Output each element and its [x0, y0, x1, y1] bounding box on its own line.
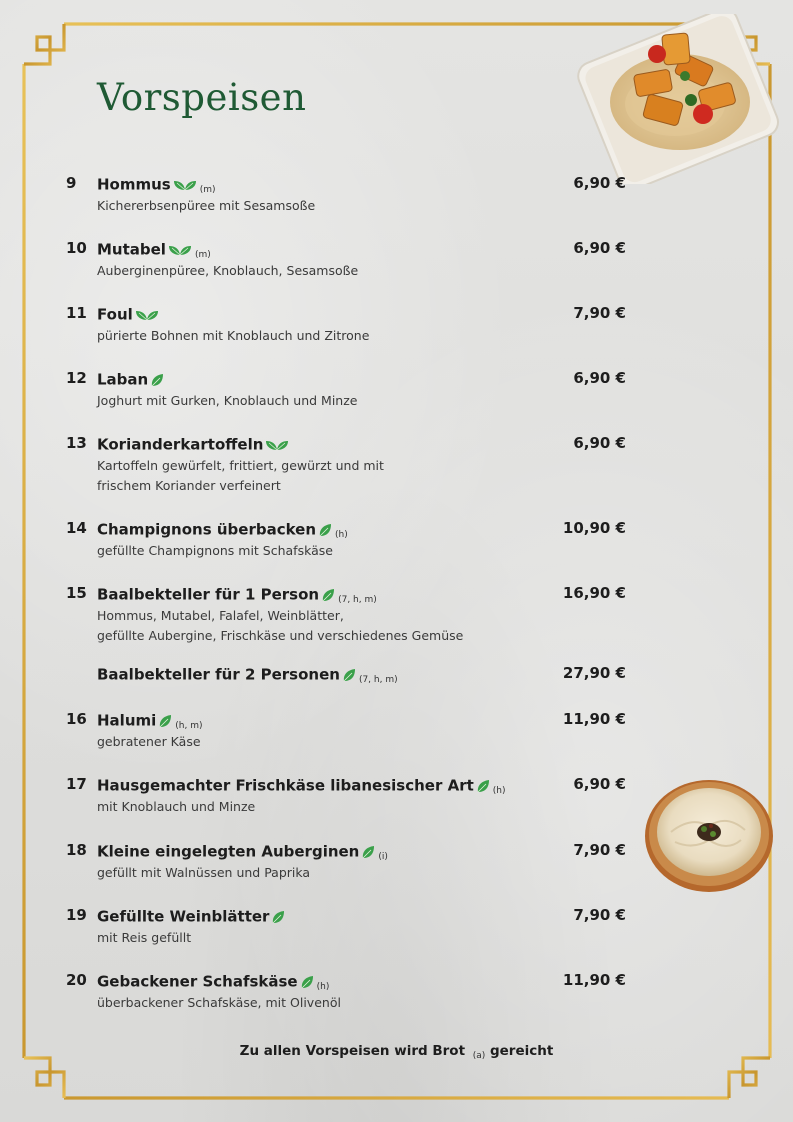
dish-description-line: Auberginenpüree, Knoblauch, Sesamsoße	[97, 263, 359, 278]
dish-description-line: frischem Koriander verfeinert	[97, 478, 281, 493]
labneh-bowl-photo	[641, 776, 779, 896]
dish-description	[97, 606, 463, 646]
dish-number: 9	[66, 174, 77, 192]
leaf-icon	[173, 178, 197, 192]
dish-allergens: (7, h, m)	[358, 675, 398, 685]
dish-name: Baalbekteller für 1 Person	[97, 585, 320, 604]
dish-price: 27,90 €	[562, 664, 626, 682]
dish-name: Mutabel	[97, 240, 166, 259]
dish-number: 18	[66, 841, 87, 859]
dish-name-line	[97, 971, 329, 991]
dish-description-line: mit Knoblauch und Minze	[97, 799, 256, 814]
leaf-icon	[158, 714, 172, 728]
dish-name-line	[97, 775, 506, 795]
dish-allergens: (i)	[378, 852, 388, 862]
dish-number: 19	[66, 906, 87, 924]
dish-description	[97, 928, 191, 948]
dish-allergens: (h)	[492, 786, 506, 796]
dish-price: 11,90 €	[562, 710, 626, 728]
dish-price: 10,90 €	[562, 519, 626, 537]
dish-allergens: (h, m)	[175, 721, 203, 731]
dish-price: 7,90 €	[573, 906, 626, 924]
dish-name: Hommus	[97, 175, 171, 194]
dish-name-line	[97, 434, 289, 454]
dish-number: 14	[66, 519, 87, 537]
dish-name: Gebackener Schafskäse	[97, 972, 298, 991]
dish-allergens: (h)	[335, 530, 348, 540]
leaf-icon	[135, 308, 159, 322]
dish-number: 11	[66, 304, 87, 322]
dish-description-line: Hommus, Mutabel, Falafel, Weinblätter,	[97, 608, 344, 623]
dish-description-line: Joghurt mit Gurken, Knoblauch und Minze	[97, 393, 358, 408]
leaf-icon	[361, 845, 375, 859]
dish-price: 16,90 €	[562, 584, 626, 602]
dish-description-line: gefüllte Aubergine, Frischkäse und verschiedenes Gemüse	[97, 628, 464, 643]
dish-name-line	[97, 174, 216, 194]
dish-name: Champignons überbacken	[97, 520, 317, 539]
dish-price: 11,90 €	[562, 971, 626, 989]
dish-description-line: überbackener Schafskäse, mit Olivenöl	[97, 995, 341, 1010]
dish-allergens: (h)	[316, 982, 330, 992]
dish-name-line	[97, 841, 388, 861]
dish-description-line: gefüllt mit Walnüssen und Paprika	[97, 865, 311, 880]
dish-description	[97, 993, 341, 1013]
footer-text-before: Zu allen Vorspeisen wird Brot	[239, 1043, 466, 1059]
dish-price: 7,90 €	[573, 304, 626, 322]
leaf-icon	[150, 373, 164, 387]
dish-name: Laban	[97, 370, 149, 389]
dish-number: 15	[66, 584, 87, 602]
dish-price: 7,90 €	[573, 841, 626, 859]
dish-name: Foul	[97, 305, 133, 324]
dish-price: 6,90 €	[573, 775, 626, 793]
footer-note	[0, 1043, 793, 1061]
footer-allergen: (a)	[472, 1051, 486, 1061]
footer-text-after: gereicht	[489, 1043, 554, 1059]
dish-name: Gefüllte Weinblätter	[97, 907, 270, 926]
dish-price: 6,90 €	[573, 434, 626, 452]
leaf-icon	[476, 779, 490, 793]
dish-price: 6,90 €	[573, 239, 626, 257]
leaf-icon	[168, 243, 192, 257]
dish-name: Halumi	[97, 711, 157, 730]
dish-description	[97, 541, 333, 561]
dish-name-line	[97, 369, 164, 389]
dish-description-line: pürierte Bohnen mit Knoblauch und Zitrone	[97, 328, 370, 343]
dish-name-line	[97, 710, 203, 730]
leaf-icon	[318, 523, 332, 537]
dish-name-line	[97, 239, 211, 259]
dish-name: Baalbekteller für 2 Personen	[97, 665, 340, 684]
dish-description	[97, 863, 310, 883]
dish-number: 16	[66, 710, 87, 728]
dish-price: 6,90 €	[573, 174, 626, 192]
dish-description	[97, 326, 369, 346]
dish-description-line: Kichererbsenpüree mit Sesamsoße	[97, 198, 316, 213]
dish-description	[97, 732, 201, 752]
dish-name: Kleine eingelegten Auberginen	[97, 842, 360, 861]
dish-allergens: (7, h, m)	[338, 595, 377, 605]
dish-allergens: (m)	[199, 185, 216, 195]
dish-description	[97, 196, 315, 216]
dish-description	[97, 456, 384, 496]
dish-name-line	[97, 906, 285, 926]
dish-name: Korianderkartoffeln	[97, 435, 264, 454]
dish-allergens: (m)	[194, 250, 211, 260]
dish-number: 20	[66, 971, 87, 989]
dish-number: 17	[66, 775, 87, 793]
dish-number: 10	[66, 239, 87, 257]
dish-number: 13	[66, 434, 87, 452]
leaf-icon	[342, 668, 356, 682]
dish-description-line: mit Reis gefüllt	[97, 930, 192, 945]
dish-name-line	[97, 304, 159, 324]
leaf-icon	[271, 910, 285, 924]
dish-description-line: Kartoffeln gewürfelt, frittiert, gewürzt und mit	[97, 458, 384, 473]
dish-description	[97, 391, 357, 411]
dish-description	[97, 797, 255, 817]
dish-name-line	[97, 664, 398, 684]
dish-description	[97, 261, 358, 281]
leaf-icon	[265, 438, 289, 452]
dish-number: 12	[66, 369, 87, 387]
dish-name-line	[97, 519, 348, 539]
leaf-icon	[321, 588, 335, 602]
dish-name-line	[97, 584, 377, 604]
dish-description-line: gefüllte Champignons mit Schafskäse	[97, 543, 333, 558]
dish-name: Hausgemachter Frischkäse libanesischer Art	[97, 776, 474, 795]
leaf-icon	[300, 975, 314, 989]
halloumi-plate-photo	[575, 14, 780, 184]
dish-description-line: gebratener Käse	[97, 734, 201, 749]
page-title: Vorspeisen	[97, 76, 307, 119]
dish-price: 6,90 €	[573, 369, 626, 387]
